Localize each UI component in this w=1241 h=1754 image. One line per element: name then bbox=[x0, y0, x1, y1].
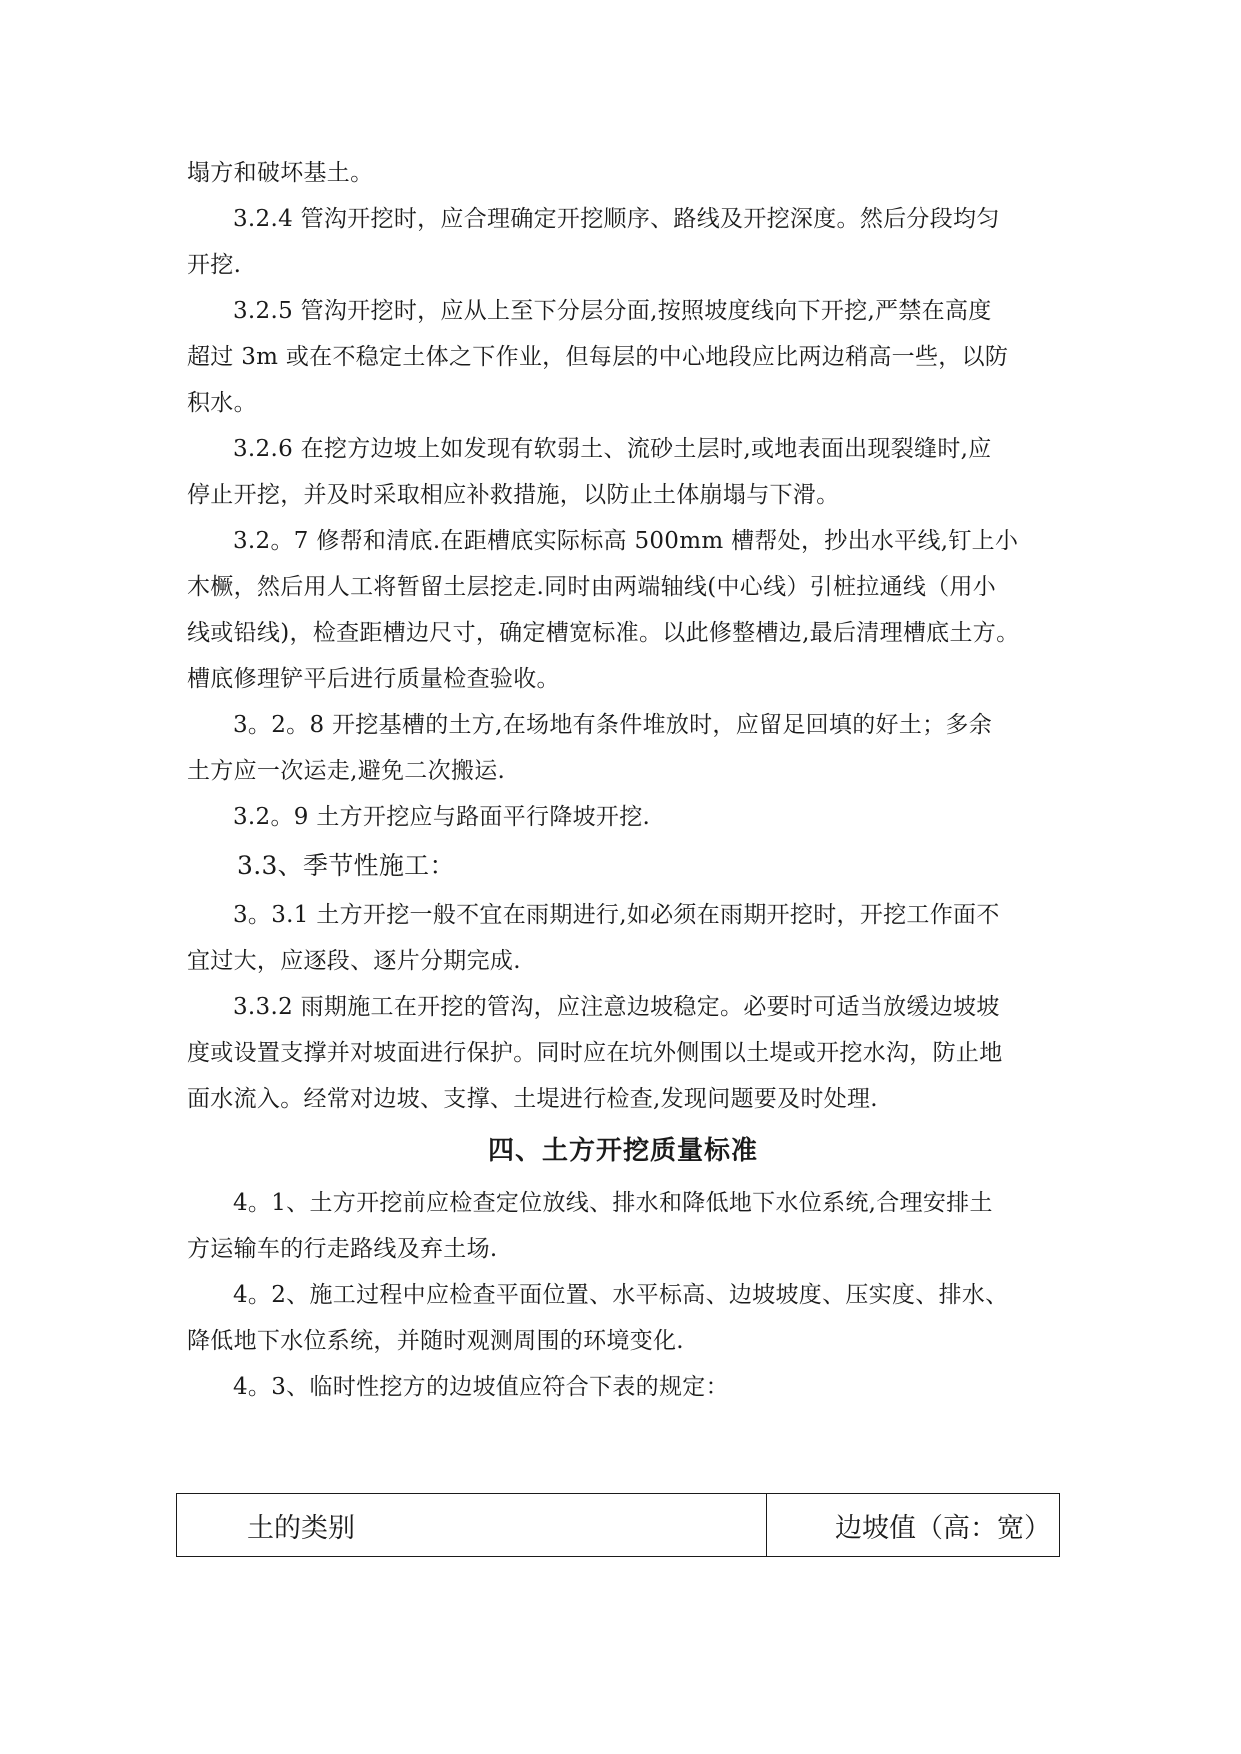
paragraph-line: 3.2.6 在挖方边坡上如发现有软弱土、流砂土层时,或地表面出现裂缝时,应 bbox=[233, 436, 992, 462]
paragraph-line: 塌方和破坏基土。 bbox=[187, 160, 374, 186]
paragraph-group-3-2 bbox=[187, 150, 1059, 840]
paragraph-line: 木橛，然后用人工将暂留土层挖走.同时由两端轴线(中心线）引桩拉通线（用小 bbox=[187, 574, 997, 600]
paragraph-line: 3.2.4 管沟开挖时，应合理确定开挖顺序、路线及开挖深度。然后分段均匀 bbox=[233, 206, 1000, 232]
paragraph-line: 3.2。7 修帮和清底.在距槽底实际标高 500mm 槽帮处，抄出水平线,钉上小 bbox=[233, 528, 1019, 554]
paragraph-line: 方运输车的行走路线及弃土场. bbox=[187, 1236, 498, 1262]
document-body bbox=[187, 150, 1059, 1410]
paragraph-line: 开挖. bbox=[187, 252, 242, 278]
table-header-soil-type: 土的类别 bbox=[177, 1494, 767, 1556]
paragraph-line: 4。1、土方开挖前应检查定位放线、排水和降低地下水位系统,合理安排土 bbox=[233, 1190, 993, 1216]
paragraph-line: 度或设置支撑并对坡面进行保护。同时应在坑外侧围以土堤或开挖水沟，防止地 bbox=[187, 1040, 1003, 1066]
paragraph-line: 停止开挖，并及时采取相应补救措施，以防止土体崩塌与下滑。 bbox=[187, 482, 840, 508]
paragraph-line: 槽底修理铲平后进行质量检查验收。 bbox=[187, 666, 560, 692]
paragraph-line: 4。3、临时性挖方的边坡值应符合下表的规定： bbox=[233, 1374, 729, 1400]
table-header-slope-value: 边坡值（高：宽） bbox=[835, 1512, 1051, 1544]
section-heading-4: 四、土方开挖质量标准 bbox=[487, 1136, 758, 1166]
paragraph-line: 降低地下水位系统，并随时观测周围的环境变化. bbox=[187, 1328, 684, 1354]
slope-value-table bbox=[176, 1493, 1060, 1557]
paragraph-line: 宜过大，应逐段、逐片分期完成. bbox=[187, 948, 521, 974]
paragraph-line: 积水。 bbox=[187, 390, 257, 416]
paragraph-line: 4。2、施工过程中应检查平面位置、水平标高、边坡坡度、压实度、排水、 bbox=[233, 1282, 1009, 1308]
paragraph-line: 3.2.5 管沟开挖时，应从上至下分层分面,按照坡度线向下开挖,严禁在高度 bbox=[233, 298, 992, 324]
paragraph-line: 3.3.2 雨期施工在开挖的管沟，应注意边坡稳定。必要时可适当放缓边坡坡 bbox=[233, 994, 1000, 1020]
subheading-3-3: 3.3、季节性施工： bbox=[237, 851, 455, 880]
paragraph-line: 3.2。9 土方开挖应与路面平行降坡开挖. bbox=[233, 804, 651, 830]
paragraph-line: 线或铅线)，检查距槽边尺寸，确定槽宽标准。以此修整槽边,最后清理槽底土方。 bbox=[187, 620, 1020, 646]
paragraph-line: 超过 3m 或在不稳定土体之下作业，但每层的中心地段应比两边稍高一些，以防 bbox=[187, 344, 1009, 370]
paragraph-line: 面水流入。经常对边坡、支撑、土堤进行检查,发现问题要及时处理. bbox=[187, 1086, 878, 1112]
paragraph-line: 3。2。8 开挖基槽的土方,在场地有条件堆放时，应留足回填的好土；多余 bbox=[233, 712, 993, 738]
paragraph-line: 3。3.1 土方开挖一般不宜在雨期进行,如必须在雨期开挖时，开挖工作面不 bbox=[233, 902, 1000, 928]
paragraph-group-3-3 bbox=[187, 892, 1059, 1122]
paragraph-group-4 bbox=[187, 1180, 1059, 1410]
paragraph-line: 土方应一次运走,避免二次搬运. bbox=[187, 758, 506, 784]
